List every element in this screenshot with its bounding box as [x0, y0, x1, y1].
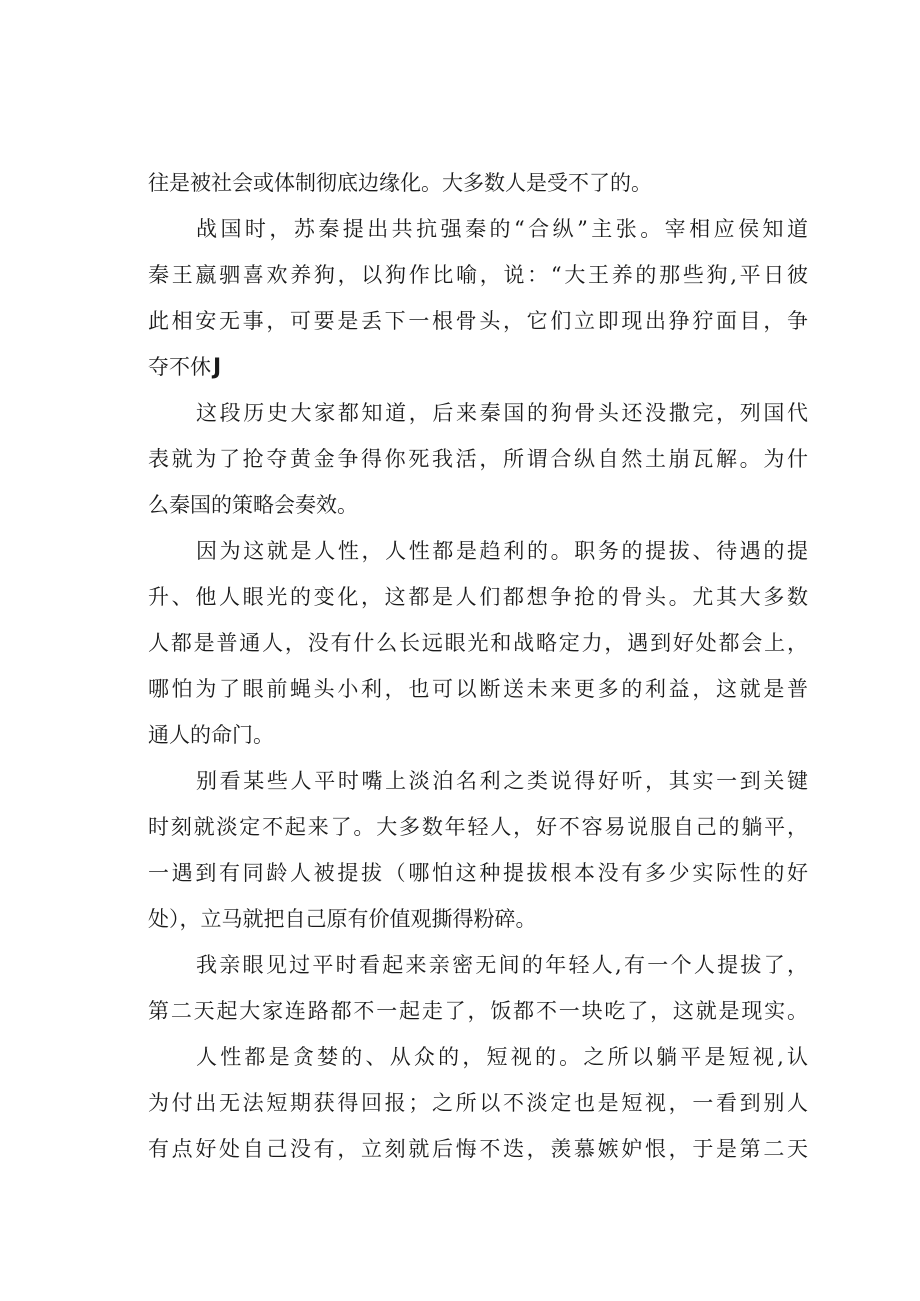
- paragraph-first-line: 这段历史大家都知道，后来秦国的狗骨头还没撒完，列国代: [196, 401, 808, 425]
- text-line: 此相安无事，可要是丢下一根骨头，它们立即现出狰狞面目，争: [148, 309, 808, 333]
- text-line: [148, 344, 808, 390]
- paragraph-first-line: 战国时，苏秦提出共抗强秦的“合纵”主张。宰相应侯知道: [196, 217, 808, 241]
- text-line: 哪怕为了眼前蝇头小利，也可以断送未来更多的利益，这就是普: [148, 677, 808, 701]
- text-line: 一遇到有同龄人被提拔（哪怕这种提拔根本没有多少实际性的好: [148, 861, 808, 885]
- text-line: 处），立马就把自己原有价值观撕得粉碎。: [148, 907, 537, 931]
- text-line: 秦王嬴驷喜欢养狗，以狗作比喻，说：“大王养的那些狗,平日彼: [148, 263, 808, 287]
- text-line: 有点好处自己没有，立刻就后悔不迭，羡慕嫉妒恨，于是第二天: [148, 1137, 808, 1161]
- body-text: [148, 160, 808, 1172]
- text-line: 表就为了抢夺黄金争得你死我活，所谓合纵自然土崩瓦解。为什: [148, 447, 808, 471]
- text-line: 么秦国的策略会奏效。: [148, 493, 358, 517]
- text-line: 时刻就淡定不起来了。大多数年轻人，好不容易说服自己的躺平，: [148, 815, 808, 839]
- text-line: 通人的命门。: [148, 723, 274, 747]
- stray-mark: J: [213, 355, 222, 380]
- text-line: 升、他人眼光的变化，这都是人们都想争抢的骨头。尤其大多数: [148, 585, 808, 609]
- text-line: 为付出无法短期获得回报；之所以不淡定也是短视，一看到别人: [148, 1091, 808, 1115]
- paragraph-first-line: 我亲眼见过平时看起来亲密无间的年轻人,有一个人提拔了，: [196, 953, 808, 977]
- paragraph-first-line: 别看某些人平时嘴上淡泊名利之类说得好听，其实一到关键: [196, 769, 808, 793]
- text-line: 第二天起大家连路都不一起走了，饭都不一块吃了，这就是现实。: [148, 999, 808, 1023]
- paragraph-first-line: 因为这就是人性，人性都是趋利的。职务的提拔、待遇的提: [196, 539, 808, 563]
- text-line: 往是被社会或体制彻底边缘化。大多数人是受不了的。: [148, 171, 652, 195]
- paragraph-first-line: 人性都是贪婪的、从众的，短视的。之所以躺平是短视,认: [196, 1045, 808, 1069]
- text-fragment: 夺不休: [148, 355, 211, 379]
- text-line: 人都是普通人，没有什么长远眼光和战略定力，遇到好处都会上，: [148, 631, 808, 655]
